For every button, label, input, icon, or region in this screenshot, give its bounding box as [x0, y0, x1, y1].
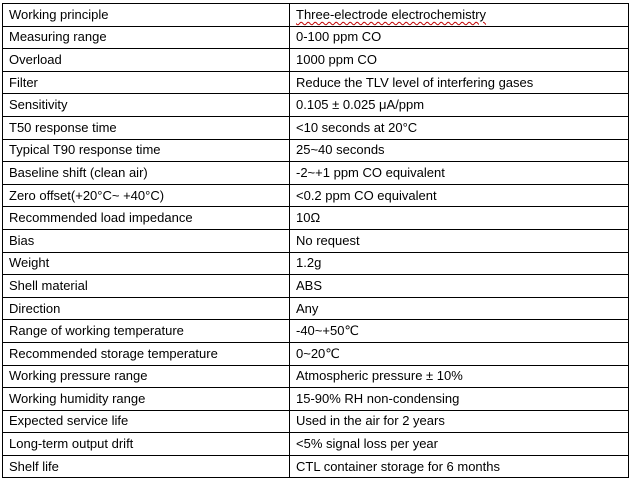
spec-value: 0~20℃ — [290, 342, 629, 365]
spec-label: Weight — [3, 252, 290, 275]
table-row — [3, 4, 629, 27]
table-row — [3, 297, 629, 320]
table-row — [3, 275, 629, 298]
spec-label: Sensitivity — [3, 94, 290, 117]
spec-label: Recommended load impedance — [3, 207, 290, 230]
table-row — [3, 71, 629, 94]
spec-label: Filter — [3, 71, 290, 94]
table-row — [3, 388, 629, 411]
spec-value — [290, 4, 629, 27]
table-row — [3, 252, 629, 275]
spec-value: -40~+50℃ — [290, 320, 629, 343]
table-row — [3, 229, 629, 252]
spec-value: CTL container storage for 6 months — [290, 455, 629, 478]
spec-label: Direction — [3, 297, 290, 320]
table-row — [3, 94, 629, 117]
table-row — [3, 410, 629, 433]
spec-value: No request — [290, 229, 629, 252]
table-row — [3, 365, 629, 388]
spec-label: T50 response time — [3, 116, 290, 139]
spec-label: Expected service life — [3, 410, 290, 433]
spec-label: Overload — [3, 49, 290, 72]
spec-value: -2~+1 ppm CO equivalent — [290, 162, 629, 185]
spec-value: <10 seconds at 20°C — [290, 116, 629, 139]
table-row — [3, 49, 629, 72]
spec-label: Typical T90 response time — [3, 139, 290, 162]
spec-label: Working humidity range — [3, 388, 290, 411]
table-row — [3, 320, 629, 343]
spec-label: Zero offset(+20°C~ +40°C) — [3, 184, 290, 207]
spec-value: Reduce the TLV level of interfering gases — [290, 71, 629, 94]
spec-value: 0-100 ppm CO — [290, 26, 629, 49]
spec-value: 10Ω — [290, 207, 629, 230]
spec-label: Working principle — [3, 4, 290, 27]
table-row — [3, 139, 629, 162]
table-row — [3, 207, 629, 230]
spec-value: 1.2g — [290, 252, 629, 275]
spec-label: Measuring range — [3, 26, 290, 49]
table-row — [3, 342, 629, 365]
spec-value: 1000 ppm CO — [290, 49, 629, 72]
spec-value: 0.105 ± 0.025 μA/ppm — [290, 94, 629, 117]
spec-label: Shell material — [3, 275, 290, 298]
spec-label: Working pressure range — [3, 365, 290, 388]
spec-label: Long-term output drift — [3, 433, 290, 456]
spec-label: Shelf life — [3, 455, 290, 478]
spec-value: 15-90% RH non-condensing — [290, 388, 629, 411]
table-row — [3, 162, 629, 185]
spec-value-text: Three-electrode electrochemistry — [296, 6, 487, 22]
table-row — [3, 184, 629, 207]
spec-label: Baseline shift (clean air) — [3, 162, 290, 185]
spec-value: Used in the air for 2 years — [290, 410, 629, 433]
spec-value: Any — [290, 297, 629, 320]
specification-table — [2, 3, 629, 478]
table-row — [3, 26, 629, 49]
spec-value: <5% signal loss per year — [290, 433, 629, 456]
table-row — [3, 116, 629, 139]
spec-label: Recommended storage temperature — [3, 342, 290, 365]
spec-value: Atmospheric pressure ± 10% — [290, 365, 629, 388]
spec-value: <0.2 ppm CO equivalent — [290, 184, 629, 207]
table-row — [3, 455, 629, 478]
spec-value: 25~40 seconds — [290, 139, 629, 162]
table-row — [3, 433, 629, 456]
spec-label: Bias — [3, 229, 290, 252]
spec-value: ABS — [290, 275, 629, 298]
spec-label: Range of working temperature — [3, 320, 290, 343]
